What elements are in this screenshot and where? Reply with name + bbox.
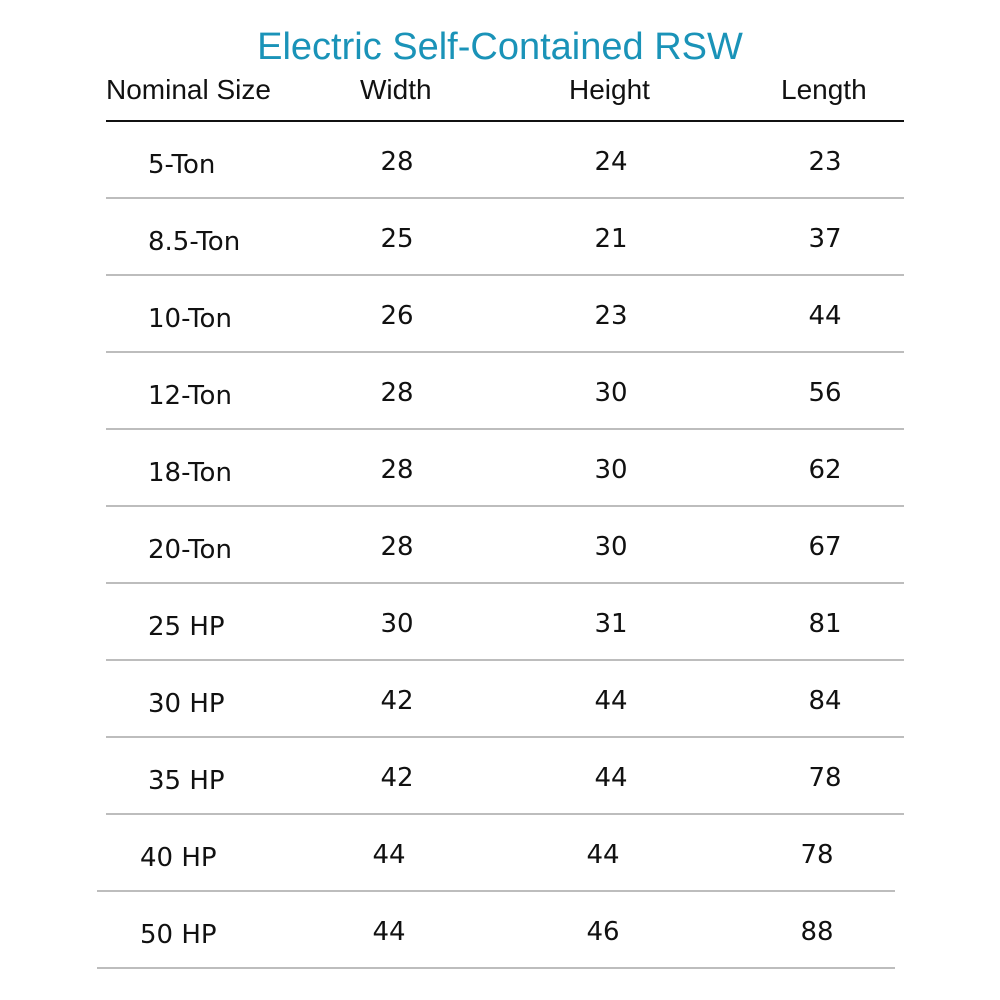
cell-width: 26 [380,301,414,331]
cell-nominal-size: 5-Ton [148,150,216,180]
row-separator [106,659,904,661]
row-separator [106,813,904,815]
row-separator [106,505,904,507]
cell-width: 44 [372,840,406,870]
row-separator [106,736,904,738]
cell-width: 42 [380,763,414,793]
cell-length: 23 [808,147,842,177]
row-separator [97,967,895,969]
cell-width: 28 [380,455,414,485]
cell-height: 31 [594,609,628,639]
cell-length: 84 [808,686,842,716]
row-separator [106,428,904,430]
cell-nominal-size: 30 HP [148,689,225,719]
cell-length: 56 [808,378,842,408]
header-rule [106,120,904,122]
cell-height: 30 [594,455,628,485]
cell-width: 44 [372,917,406,947]
cell-length: 37 [808,224,842,254]
cell-height: 30 [594,378,628,408]
cell-height: 24 [594,147,628,177]
cell-width: 28 [380,147,414,177]
cell-height: 30 [594,532,628,562]
cell-height: 46 [586,917,620,947]
row-separator [106,274,904,276]
cell-nominal-size: 8.5-Ton [148,227,241,257]
cell-length: 67 [808,532,842,562]
cell-length: 78 [800,840,834,870]
table-title: Electric Self-Contained RSW [257,26,743,68]
cell-width: 25 [380,224,414,254]
cell-length: 44 [808,301,842,331]
column-header-nominal-size: Nominal Size [106,74,271,105]
cell-height: 21 [594,224,628,254]
cell-nominal-size: 40 HP [140,843,217,873]
cell-height: 23 [594,301,628,331]
row-separator [106,197,904,199]
column-header-length: Length [781,74,867,105]
row-separator [106,351,904,353]
row-separator [97,890,895,892]
cell-nominal-size: 35 HP [148,766,225,796]
cell-nominal-size: 20-Ton [148,535,232,565]
cell-nominal-size: 25 HP [148,612,225,642]
cell-width: 42 [380,686,414,716]
cell-length: 88 [800,917,834,947]
cell-nominal-size: 50 HP [140,920,217,950]
column-header-width: Width [360,74,432,105]
cell-nominal-size: 12-Ton [148,381,232,411]
cell-height: 44 [594,686,628,716]
cell-width: 28 [380,378,414,408]
cell-nominal-size: 18-Ton [148,458,232,488]
cell-nominal-size: 10-Ton [148,304,232,334]
row-separator [106,582,904,584]
column-header-height: Height [569,74,650,105]
cell-length: 81 [808,609,842,639]
cell-length: 78 [808,763,842,793]
cell-height: 44 [594,763,628,793]
cell-width: 28 [380,532,414,562]
cell-width: 30 [380,609,414,639]
cell-length: 62 [808,455,842,485]
cell-height: 44 [586,840,620,870]
